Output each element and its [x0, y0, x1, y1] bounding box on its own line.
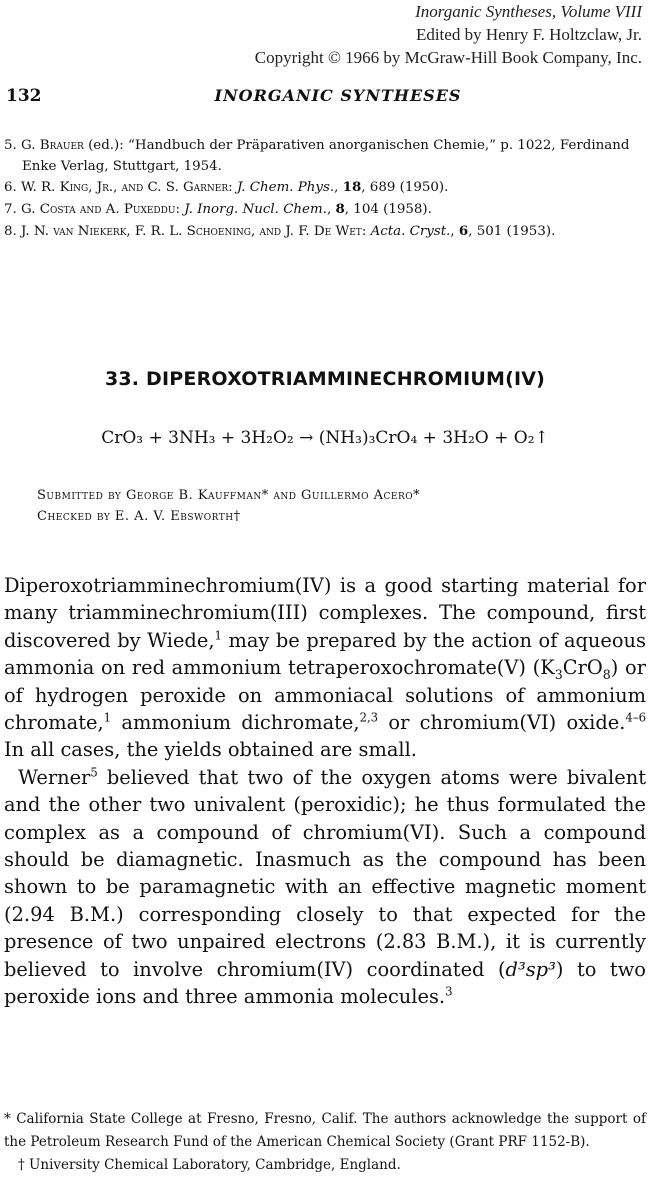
reference-item	[4, 136, 644, 177]
copyright-line: Copyright © 1966 by McGraw-Hill Book Company, Inc.	[254, 48, 642, 67]
running-title: INORGANIC SYNTHESES	[214, 86, 462, 105]
editor-line: Edited by Henry F. Holtzclaw, Jr.	[415, 25, 642, 44]
footnote-1: * California State College at Fresno, Fresno, Calif. The authors acknowledge the support of the Petroleum Research Fund of the American Chemical Society (Grant PRF 1152-B).	[4, 1111, 646, 1150]
running-head	[6, 86, 642, 110]
source-notice	[255, 0, 642, 69]
reference-item: 7. G. Costa and A. Puxeddu: J. Inorg. Nucl. Chem., 8, 104 (1958).	[4, 201, 432, 218]
reference-authors: G. Brauer	[21, 138, 84, 153]
reference-authors: W. R. King, Jr., and C. S. Garner	[21, 180, 229, 196]
reference-text: , 501 (1953).	[468, 223, 556, 239]
reference-volume: 6	[458, 222, 469, 239]
submitted-by: Submitted by George B. Kauffman* and Guillermo Acero*	[37, 488, 421, 503]
reference-journal: J. Inorg. Nucl. Chem.	[184, 202, 327, 218]
reference-authors: G. Costa and A. Puxeddu	[21, 202, 176, 218]
checked-by: Checked by E. A. V. Ebsworth†	[37, 509, 241, 524]
reference-number: 5.	[4, 138, 17, 153]
byline	[37, 485, 420, 527]
body-text	[4, 572, 646, 1011]
section-title: 33. DIPEROXOTRIAMMINECHROMIUM(IV)	[104, 368, 546, 390]
reference-journal: J. Chem. Phys.	[236, 180, 335, 196]
footnote-2: † University Chemical Laboratory, Cambridge, England.	[18, 1157, 401, 1173]
page-number: 132	[6, 86, 42, 106]
reaction-equation: CrO₃ + 3NH₃ + 3H₂O₂ → (NH₃)₃CrO₄ + 3H₂O + O₂↑	[101, 428, 549, 448]
reference-authors: J. N. van Niekerk, F. R. L. Schoening, and J. F. De Wet	[21, 223, 362, 239]
reference-volume: 8	[335, 201, 345, 218]
reference-item: 6. W. R. King, Jr., and C. S. Garner: J. Chem. Phys., 18, 689 (1950).	[4, 179, 449, 196]
paragraph-1: Diperoxotriamminechromium(IV) is a good starting material for many triamminechromium(III) complexes. The compound, first discovered by Wiede,$^1$ may be prepared by the action of aqueous ammonia on red ammonium tetraperoxochromate(V) $(K_3CrO_8)$ or of hydrogen peroxide on ammoniacal solutions of ammonium chromate,$^1$ ammonium dichromate,$^{2,3}$ or chromium(VI) oxide.$^{4-6}$ In all cases, the yields obtained are small.	[4, 574, 646, 762]
footnotes	[4, 1108, 646, 1177]
reference-item: 8. J. N. van Niekerk, F. R. L. Schoening, and J. F. De Wet: Acta. Cryst., 6, 501 (1953).	[4, 222, 556, 239]
reference-text: , 104 (1958).	[344, 202, 432, 218]
paragraph-2: Werner$^5$ believed that two of the oxygen atoms were bivalent and the other two univalent (peroxidic); he thus formulated the complex as a compound of chromium(VI). Such a compound should be diamagnetic. Inasmuch as the compound has been shown to be paramagnetic with an effective magnetic moment (2.94 B.M.) corresponding closely to that expected for the presence of two unpaired electrons (2.83 B.M.), it is currently believed to involve chromium(IV) coordinated (d³sp³) to two peroxide ions and three ammonia molecules.$^3$	[4, 765, 646, 1009]
reference-journal: Acta. Cryst.	[370, 223, 451, 239]
reference-number: 8.	[4, 223, 17, 239]
reference-volume: 18	[342, 179, 362, 196]
reference-list	[4, 136, 644, 243]
reference-text: , 689 (1950).	[361, 180, 449, 196]
reference-number: 6.	[4, 180, 17, 196]
reference-number: 7.	[4, 202, 17, 218]
reference-text: (ed.): “Handbuch der Präparativen anorganischen Chemie,” p. 1022, Ferdinand Enke Verlag, Stuttgart, 1954.	[22, 138, 630, 174]
volume-line: Inorganic Syntheses, Volume VIII	[415, 2, 642, 21]
